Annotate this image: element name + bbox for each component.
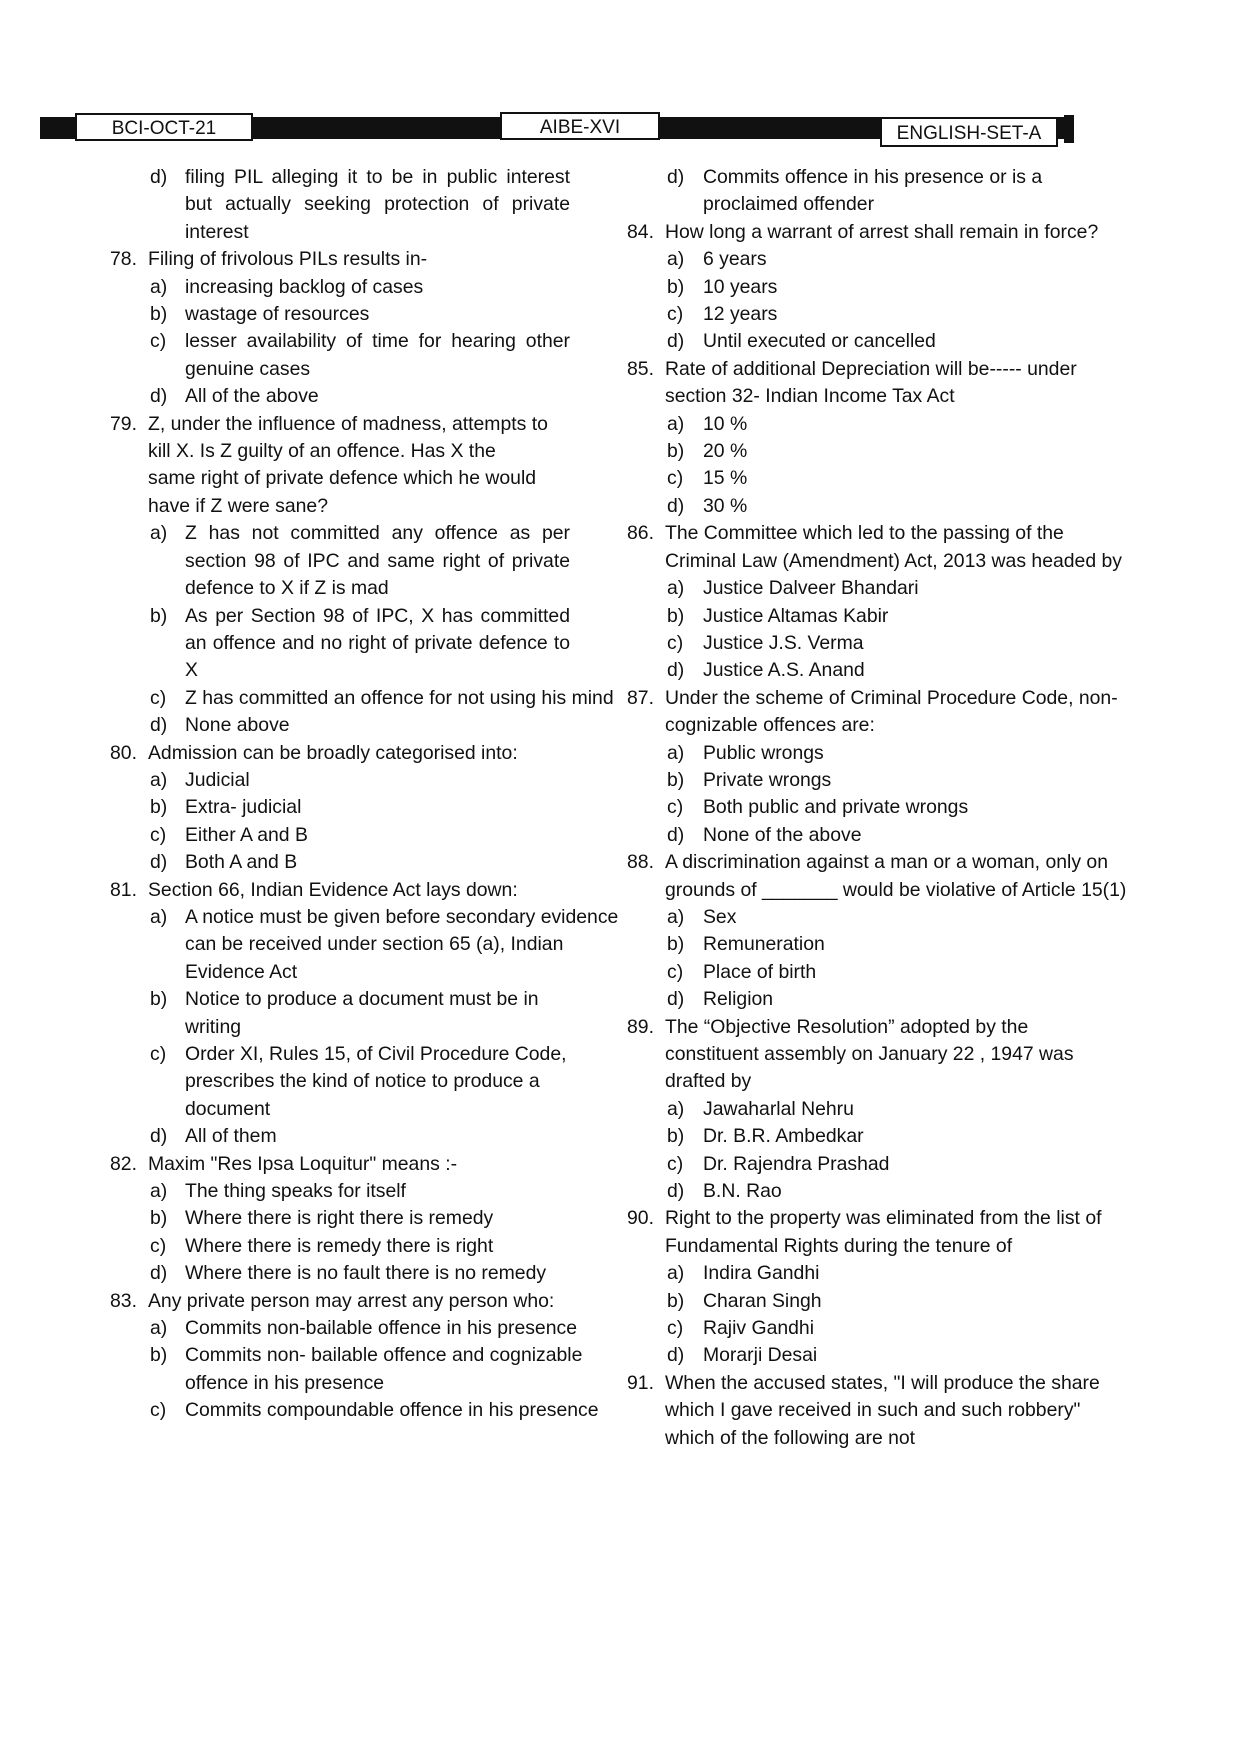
option-item: a) Z has not committed any offence as per section 98 of IPC and same right of private defence to X if Z is mad — [150, 522, 570, 600]
option-item: a) Jawaharlal Nehru — [667, 1097, 854, 1120]
option-item: a) A notice must be given before secondary evidence can be received under section 65 (a), Indian Evidence Act — [150, 905, 619, 983]
option-item: c) Z has committed an offence for not using his mind — [150, 686, 614, 709]
question-79: 79. Z, under the influence of madness, attempts to kill X. Is Z guilty of an offence. Has X the same right of private defence which he would have if Z were sane? — [110, 412, 548, 517]
question-87: 87. Under the scheme of Criminal Procedure Code, non-cognizable offences are: — [627, 686, 1118, 737]
header-bar-end — [1064, 115, 1074, 143]
option-item: b) Dr. B.R. Ambedkar — [667, 1125, 864, 1148]
header-exam-code: BCI-OCT-21 — [75, 113, 253, 141]
question-82: 82. Maxim "Res Ipsa Loquitur" means :- — [110, 1152, 458, 1175]
option-item: c) Either A and B — [150, 823, 308, 846]
option-item: c) Commits compoundable offence in his presence — [150, 1399, 599, 1422]
option-item: d) All of them — [150, 1125, 277, 1148]
header-exam-title: AIBE-XVI — [500, 112, 660, 140]
option-item: b) Charan Singh — [667, 1289, 822, 1312]
option-item: b) Justice Altamas Kabir — [667, 604, 889, 627]
option-item: a) Commits non-bailable offence in his presence — [150, 1317, 577, 1340]
option-item: b) 10 years — [667, 275, 778, 298]
option-item: b) Where there is right there is remedy — [150, 1207, 494, 1230]
option-item: a) Sex — [667, 905, 737, 928]
option-item: a) Judicial — [150, 768, 250, 791]
option-item: c) Order XI, Rules 15, of Civil Procedure Code, prescribes the kind of notice to produce a document — [150, 1043, 567, 1120]
question-88: 88. A discrimination against a man or a woman, only on grounds of _______ would be violative of Article 15(1) — [627, 851, 1127, 901]
option-item: a) increasing backlog of cases — [150, 275, 424, 298]
option-item: a) Public wrongs — [667, 741, 824, 764]
option-item: c) Dr. Rajendra Prashad — [667, 1152, 890, 1175]
option-item: d) 30 % — [667, 494, 748, 517]
option-item: a) Justice Dalveer Bhandari — [667, 577, 919, 600]
option-item: d) Where there is no fault there is no remedy — [150, 1262, 547, 1285]
option-item: b) Remuneration — [667, 933, 825, 956]
option-item: d) B.N. Rao — [667, 1180, 782, 1203]
option-item: d) All of the above — [150, 385, 319, 408]
option-item: c) Where there is remedy there is right — [150, 1234, 494, 1257]
question-80: 80. Admission can be broadly categorised into: — [110, 741, 518, 764]
option-item: c) 12 years — [667, 303, 778, 326]
header-set: ENGLISH-SET-A — [880, 117, 1058, 147]
option-item: d) Commits offence in his presence or is a proclaimed offender — [667, 166, 1043, 216]
option-item: c) Both public and private wrongs — [667, 796, 969, 819]
option-item: b) 20 % — [667, 440, 748, 463]
page-header — [40, 113, 1066, 143]
option-item: d) Religion — [667, 988, 774, 1011]
option-item: d) Justice A.S. Anand — [667, 659, 865, 682]
option-item: c) 15 % — [667, 467, 748, 490]
option-item: d) Morarji Desai — [667, 1344, 818, 1367]
question-83: 83. Any private person may arrest any person who: — [110, 1289, 555, 1312]
option-item: b) Commits non- bailable offence and cognizable offence in his presence — [150, 1344, 583, 1394]
option-item: d) Until executed or cancelled — [667, 330, 936, 353]
option-item: a) Indira Gandhi — [667, 1262, 820, 1285]
option-item: b) Private wrongs — [667, 768, 832, 791]
option-item: b) As per Section 98 of IPC, X has committed an offence and no right of private defence to X — [150, 604, 570, 682]
option-item: d) Both A and B — [150, 851, 298, 874]
question-90: 90. Right to the property was eliminated from the list of Fundamental Rights during the tenure of — [627, 1207, 1102, 1257]
option-item: c) lesser availability of time for hearing other genuine cases — [150, 330, 570, 380]
option-item: b) Notice to produce a document must be in writing — [150, 988, 539, 1038]
option-item: a) The thing speaks for itself — [150, 1180, 406, 1203]
question-89: 89. The “Objective Resolution” adopted by the constituent assembly on January 22 , 1947 was drafted by — [627, 1015, 1074, 1093]
option-item: d) None above — [150, 714, 290, 737]
option-item: b) Extra- judicial — [150, 796, 302, 819]
option-item: b) wastage of resources — [150, 303, 370, 326]
option-item: a) 10 % — [667, 412, 748, 435]
option-item: c) Place of birth — [667, 960, 817, 983]
question-84: 84. How long a warrant of arrest shall remain in force? — [627, 220, 1099, 243]
option-item: d) None of the above — [667, 823, 862, 846]
question-85: 85. Rate of additional Depreciation will be----- under section 32- Indian Income Tax Act — [627, 357, 1077, 408]
option-item: c) Justice J.S. Verma — [667, 631, 864, 654]
option-item: c) Rajiv Gandhi — [667, 1317, 815, 1340]
option-item: d) filing PIL alleging it to be in public interest but actually seeking protection of private interest — [150, 166, 570, 243]
question-78: 78. Filing of frivolous PILs results in- — [110, 248, 428, 271]
left-column — [110, 164, 619, 1425]
question-81: 81. Section 66, Indian Evidence Act lays down: — [110, 878, 518, 901]
option-item: a) 6 years — [667, 248, 767, 271]
question-91: 91. When the accused states, "I will produce the share which I gave received in such and such robbery" which of the following are not — [627, 1371, 1100, 1449]
right-column — [627, 164, 1127, 1452]
question-86: 86. The Committee which led to the passing of the Criminal Law (Amendment) Act, 2013 was headed by — [627, 522, 1122, 572]
